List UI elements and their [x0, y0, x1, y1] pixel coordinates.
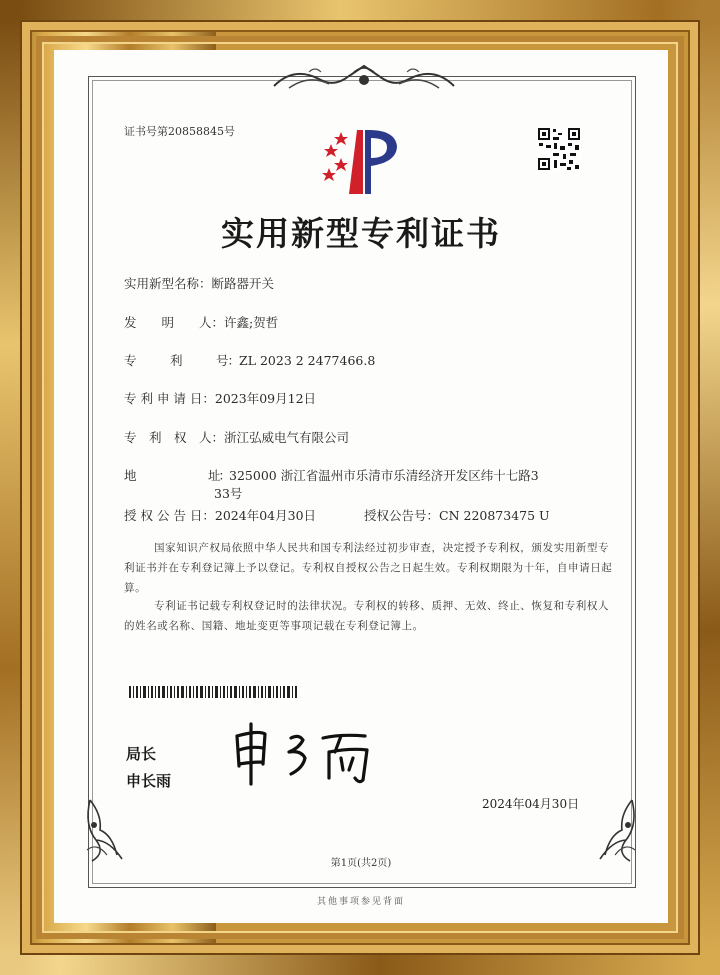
page-number: 第1页(共2页) — [330, 858, 392, 869]
field-grant-announcement-date — [124, 506, 316, 524]
field-value: 断路器开关 — [211, 276, 275, 291]
field-label: 地 址： — [124, 468, 230, 483]
field-value: 2023年09月12日 — [214, 391, 317, 406]
field-filing-date — [124, 389, 316, 407]
field-label: 授权公告号： — [364, 508, 440, 523]
field-label: 发 明 人： — [124, 315, 225, 330]
field-label: 专 利 号： — [124, 353, 240, 368]
field-utility-model-name — [124, 274, 274, 292]
director-title: 局长 — [126, 745, 157, 763]
signature-icon — [229, 718, 379, 788]
field-value: 33号 — [214, 486, 243, 501]
certificate-title: 实用新型专利证书 — [221, 214, 501, 253]
field-inventor — [124, 313, 278, 331]
certificate-number: 证书号第20858845号 — [124, 125, 235, 138]
field-grant-announcement-number — [364, 506, 550, 524]
top-ornament-icon — [269, 64, 459, 94]
field-patent-number — [124, 351, 375, 369]
field-label: 专 利 权 人： — [124, 430, 225, 445]
bottom-note: 其他事项参见背面 — [316, 897, 405, 907]
paragraph-legal-status: 专利证书记载专利权登记时的法律状况。专利权的转移、质押、无效、终止、恢复和专利权人的姓名或名称、国籍、地址变更等事项记载在专利登记簿上。 — [124, 600, 610, 632]
paragraph-grant-statement: 国家知识产权局依照中华人民共和国专利法经过初步审查，决定授予专利权，颁发实用新型专利证书并在专利登记簿上予以登记。专利权自授权公告之日起生效。专利权期限为十年，自申请日起算。 — [124, 542, 613, 594]
sign-date: 2024年04月30日 — [482, 797, 580, 811]
field-label: 专 利 申 请 日： — [124, 391, 215, 406]
field-value: ZL 2023 2 2477466.8 — [239, 353, 376, 368]
field-value: 325000 浙江省温州市乐清市乐清经济开发区纬十七路3 — [229, 468, 539, 483]
field-value: 浙江弘威电气有限公司 — [224, 430, 350, 445]
field-address-line2 — [214, 484, 242, 502]
field-value: 许鑫;贺哲 — [224, 315, 279, 330]
field-label: 实用新型名称： — [124, 276, 212, 291]
field-patentee — [124, 428, 349, 446]
field-label: 授 权 公 告 日： — [124, 508, 215, 523]
field-value: CN 220873475 U — [439, 508, 550, 523]
director-name: 申长雨 — [126, 772, 172, 790]
field-value: 2024年04月30日 — [214, 508, 317, 523]
barcode-icon — [129, 686, 297, 698]
cnipa-logo-icon — [319, 122, 409, 198]
field-address — [124, 466, 539, 484]
certificate-paper — [54, 50, 668, 923]
qr-code-icon — [537, 127, 581, 171]
